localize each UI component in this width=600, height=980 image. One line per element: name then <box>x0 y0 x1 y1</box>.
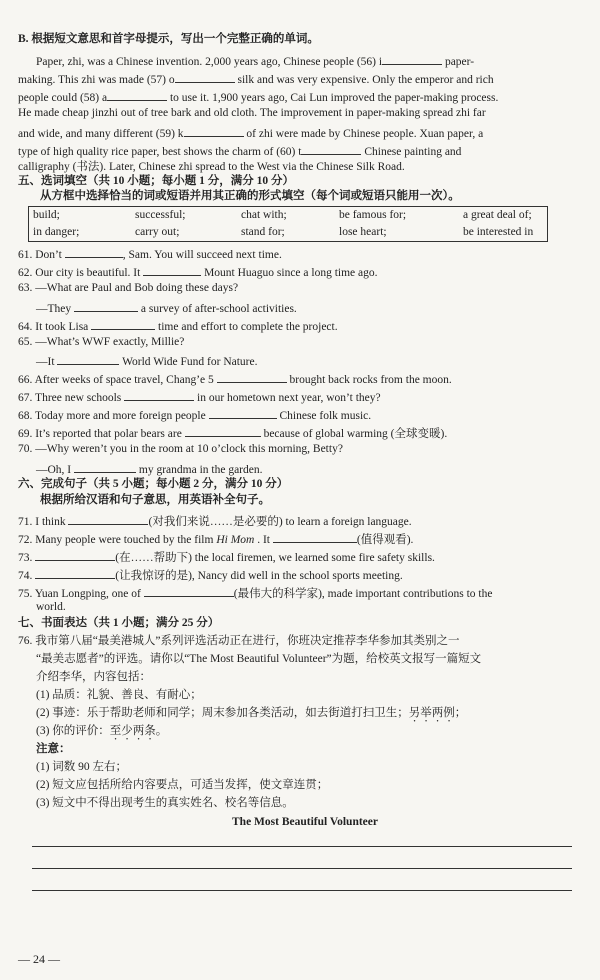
question-65: 65. —What’s WWF exactly, Millie? <box>18 336 185 348</box>
word-bank-item: build; <box>33 209 60 221</box>
section-6-instruction: 根据所给汉语和句子意思，用英语补全句子。 <box>40 494 270 506</box>
question-65-reply: —It World Wide Fund for Nature. <box>36 353 258 369</box>
answer-blank-61[interactable] <box>65 246 123 258</box>
section-5-title: 五、选词填空（共 10 小题；每小题 1 分，满分 10 分） <box>18 175 294 187</box>
blank-56[interactable] <box>382 53 442 65</box>
question-70: 70. —Why weren’t you in the room at 10 o’clock this morning, Betty? <box>18 443 343 455</box>
writing-prompt-line-3: 介绍李华，内容包括： <box>36 671 151 683</box>
answer-blank-70[interactable] <box>74 461 136 473</box>
writing-prompt-line-1: 76. 我市第八届“最美港城人”系列评选活动正在进行，你班决定推荐李华参加其类别之一 <box>18 635 460 647</box>
section-5-instruction: 从方框中选择恰当的词或短语并用其正确的形式填空（每个词或短语只能用一次）。 <box>40 190 460 202</box>
answer-blank-65[interactable] <box>57 353 119 365</box>
content-point-2: (2) 事迹：乐于帮助老师和同学；周末参加各类活动，如去街道打扫卫生；另举两例； <box>36 707 467 719</box>
note-2: (2) 短文应包括所给内容要点，可适当发挥，使文章连贯； <box>36 779 329 791</box>
answer-blank-66[interactable] <box>217 371 287 383</box>
passage-line-5: and wide, and many different (59) k of zhi were made by Chinese people. Xuan paper, a <box>18 125 483 141</box>
notes-title: 注意： <box>36 743 71 755</box>
word-bank-row <box>33 224 543 240</box>
question-71: 71. I think (对我们来说……是必要的) to learn a foreign language. <box>18 513 412 529</box>
question-66: 66. After weeks of space travel, Chang’e 5 brought back rocks from the moon. <box>18 371 452 387</box>
content-point-3: (3) 你的评价：至少两条。 <box>36 725 168 737</box>
question-63: 63. —What are Paul and Bob doing these days? <box>18 282 239 294</box>
emphasis-text: 另举两例 <box>408 707 455 719</box>
emphasis-text: 至少两条 <box>109 725 156 737</box>
blank-58[interactable] <box>107 89 167 101</box>
essay-title: The Most Beautiful Volunteer <box>232 816 378 828</box>
writing-line[interactable] <box>32 890 572 891</box>
blank-59[interactable] <box>184 125 244 137</box>
note-1: (1) 词数 90 左右； <box>36 761 128 773</box>
writing-line[interactable] <box>32 868 572 869</box>
passage-line-2: making. This zhi was made (57) o silk and was very expensive. Only the emperor and rich <box>18 71 494 87</box>
word-bank-item: stand for; <box>241 226 285 238</box>
section-b-title: B. 根据短文意思和首字母提示，写出一个完整正确的单词。 <box>18 33 319 45</box>
word-bank-item: carry out; <box>135 226 180 238</box>
passage-line-4: He made cheap jinzhi out of tree bark and old cloth. The improvement in paper-making spread zhi far <box>18 107 486 119</box>
answer-blank-74[interactable] <box>35 567 115 579</box>
answer-blank-72[interactable] <box>273 531 357 543</box>
question-75-continued: world. <box>36 601 66 613</box>
blank-57[interactable] <box>175 71 235 83</box>
question-68: 68. Today more and more foreign people Chinese folk music. <box>18 407 371 423</box>
note-3: (3) 短文中不得出现考生的真实姓名、校名等信息。 <box>36 797 294 809</box>
answer-blank-73[interactable] <box>35 549 115 561</box>
section-6-title: 六、完成句子（共 5 小题；每小题 2 分，满分 10 分） <box>18 478 289 490</box>
passage-line-7: calligraphy (书法). Later, Chinese zhi spread to the West via the Chinese Silk Road. <box>18 161 405 173</box>
question-69: 69. It’s reported that polar bears are because of global warming (全球变暖). <box>18 425 447 441</box>
answer-blank-71[interactable] <box>68 513 148 525</box>
question-63-reply: —They a survey of after-school activities. <box>36 300 297 316</box>
word-bank-item: in danger; <box>33 226 80 238</box>
answer-blank-62[interactable] <box>143 264 201 276</box>
answer-blank-68[interactable] <box>209 407 277 419</box>
question-73: 73. (在……帮助下) the local firemen, we learned some fire safety skills. <box>18 549 435 565</box>
page-number: — 24 — <box>18 952 60 966</box>
word-bank-item: a great deal of; <box>463 209 532 221</box>
word-bank-item: chat with; <box>241 209 287 221</box>
answer-blank-69[interactable] <box>185 425 261 437</box>
section-7-title: 七、书面表达（共 1 小题；满分 25 分） <box>18 617 220 629</box>
answer-blank-63[interactable] <box>74 300 138 312</box>
question-62: 62. Our city is beautiful. It Mount Huaguo since a long time ago. <box>18 264 378 280</box>
question-72: 72. Many people were touched by the film Hi Mom . It (值得观看). <box>18 531 413 547</box>
writing-line[interactable] <box>32 846 572 847</box>
word-bank-item: successful; <box>135 209 186 221</box>
question-74: 74. (让我惊讶的是), Nancy did well in the school sports meeting. <box>18 567 403 583</box>
blank-60[interactable] <box>301 143 361 155</box>
question-70-reply: —Oh, I my grandma in the garden. <box>36 461 262 477</box>
question-75: 75. Yuan Longping, one of (最伟大的科学家), made important contributions to the <box>18 585 492 601</box>
writing-prompt-line-2: “最美志愿者”的评选。请你以“The Most Beautiful Volunteer”为题，给校英文报写一篇短文 <box>36 653 482 665</box>
question-67: 67. Three new schools in our hometown next year, won’t they? <box>18 389 381 405</box>
question-64: 64. It took Lisa time and effort to complete the project. <box>18 318 338 334</box>
passage-line-3: people could (58) a to use it. 1,900 years ago, Cai Lun improved the paper-making process. <box>18 89 498 105</box>
question-61: 61. Don’t , Sam. You will succeed next time. <box>18 246 282 262</box>
answer-blank-64[interactable] <box>91 318 155 330</box>
word-bank-row <box>33 207 543 223</box>
answer-blank-75[interactable] <box>144 585 234 597</box>
word-bank-item: be interested in <box>463 226 534 238</box>
passage-line-1: Paper, zhi, was a Chinese invention. 2,000 years ago, Chinese people (56) i paper- <box>36 53 474 69</box>
passage-line-6: type of high quality rice paper, best shows the charm of (60) t Chinese painting and <box>18 143 461 159</box>
word-bank-box <box>28 206 548 242</box>
content-point-1: (1) 品质：礼貌、善良、有耐心； <box>36 689 202 701</box>
word-bank-item: lose heart; <box>339 226 387 238</box>
word-bank-item: be famous for; <box>339 209 407 221</box>
answer-blank-67[interactable] <box>124 389 194 401</box>
